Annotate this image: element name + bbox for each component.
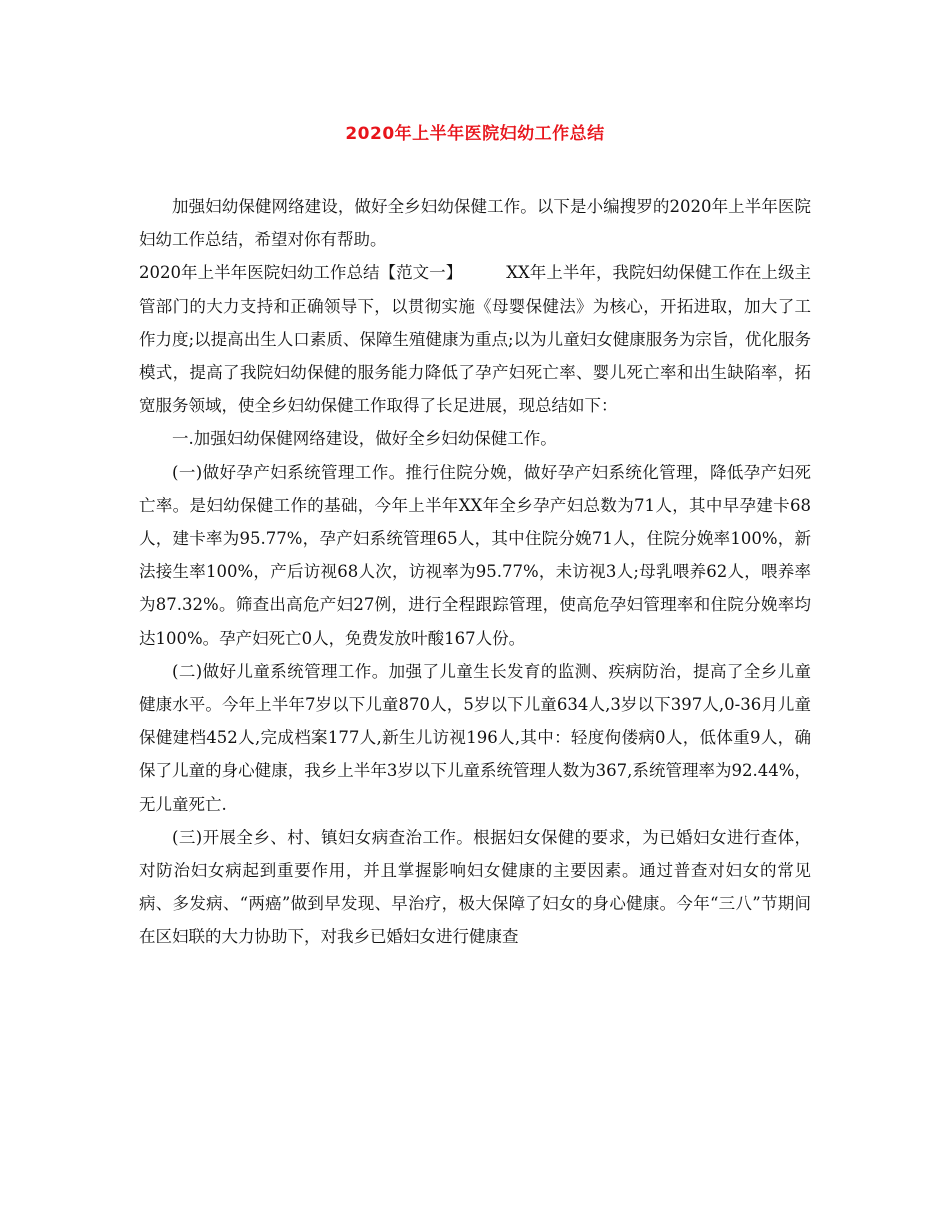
- paragraph-women-disease-screening: (三)开展全乡、村、镇妇女病查治工作。根据妇女保健的要求，为已婚妇女进行查体，对防治妇女病起到重要作用，并且掌握影响妇女健康的主要因素。通过普查对妇女的常见病、多发病、“两癌”做到早发现、早治疗，极大保障了妇女的身心健康。今年“三八”节期间在区妇联的大力协助下，对我乡已婚妇女进行健康查: [139, 827, 811, 947]
- paragraph-child-management: (二)做好儿童系统管理工作。加强了儿童生长发育的监测、疾病防治，提高了全乡儿童健康水平。今年上半年7岁以下儿童870人，5岁以下儿童634人,3岁以下397人,0-36月儿童保健建档452人,完成档案177人,新生儿访视196人,其中：轻度佝偻病0人，低体重9人，确保了儿童的身心健康，我乡上半年3岁以下儿童系统管理人数为367,系统管理率为92.44%，无儿童死亡.: [139, 661, 811, 814]
- paragraph-maternal-management: (一)做好孕产妇系统管理工作。推行住院分娩，做好孕产妇系统化管理，降低孕产妇死亡率。是妇幼保健工作的基础，今年上半年XX年全乡孕产妇总数为71人，其中早孕建卡68人，建卡率为95.77%，孕产妇系统管理65人，其中住院分娩71人，住院分娩率100%，新法接生率100%，产后访视68人次，访视率为95.77%，未访视3人;母乳喂养62人，喂养率为87.32%。筛查出高危产妇27例，进行全程跟踪管理，使高危孕妇管理率和住院分娩率均达100%。孕产妇死亡0人，免费发放叶酸167人份。: [139, 462, 811, 648]
- document-body: [139, 190, 811, 954]
- sample-heading: 2020年上半年医院妇幼工作总结【范文一】: [139, 263, 463, 283]
- sample-opening: XX年上半年，我院妇幼保健工作在上级主管部门的大力支持和正确领导下，以贯彻实施《母婴保健法》为核心，开拓进取，加大了工作力度;以提高出生人口素质、保障生殖健康为重点;以为儿童妇女健康服务为宗旨，优化服务模式，提高了我院妇幼保健的服务能力降低了孕产妇死亡率、婴儿死亡率和出生缺陷率，拓宽服务领域，使全乡妇幼保健工作取得了长足进展，现总结如下：: [139, 263, 811, 416]
- document-title: 2020年上半年医院妇幼工作总结: [345, 124, 605, 144]
- section-heading-1: 一.加强妇幼保健网络建设，做好全乡妇幼保健工作。: [172, 429, 557, 449]
- sample-paragraph: [139, 256, 811, 422]
- intro-paragraph: 加强妇幼保健网络建设，做好全乡妇幼保健工作。以下是小编搜罗的2020年上半年医院妇幼工作总结，希望对你有帮助。: [139, 197, 811, 250]
